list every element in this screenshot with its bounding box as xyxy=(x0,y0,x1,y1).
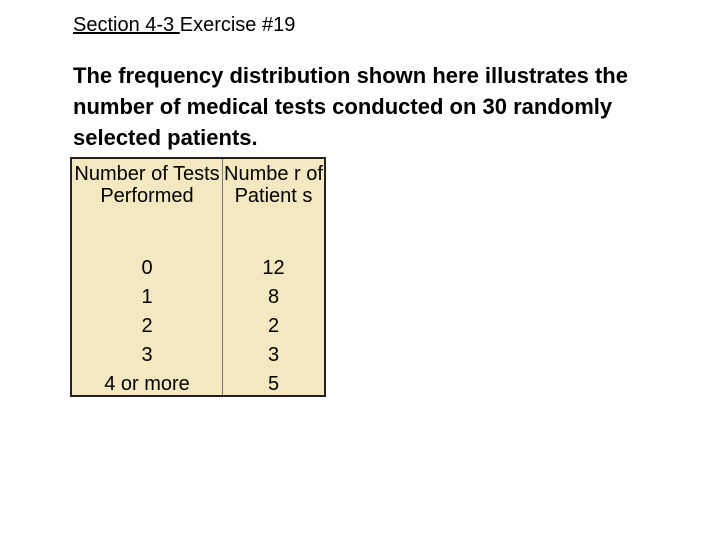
slide-body-text: The frequency distribution shown here illustrates the number of medical tests conducted on 30 randomly selected patients. xyxy=(73,63,628,150)
tests-cell: 1 xyxy=(141,286,153,308)
tests-cell: 3 xyxy=(141,344,153,366)
tests-cell: 2 xyxy=(141,315,153,337)
patients-cell: 2 xyxy=(267,315,280,337)
slide-title xyxy=(73,13,333,37)
tests-values xyxy=(72,254,222,399)
patients-cell: 3 xyxy=(267,344,280,366)
tests-column xyxy=(72,159,223,395)
patients-values xyxy=(223,254,324,399)
tests-cell: 0 xyxy=(141,257,153,279)
patients-column xyxy=(223,159,324,395)
patients-cell: 5 xyxy=(267,373,280,395)
slide-title-section: Section 4-3 xyxy=(73,14,180,36)
frequency-table xyxy=(70,157,326,397)
tests-column-header: Number of Tests Performed xyxy=(74,163,220,207)
tests-cell: 4 or more xyxy=(104,373,190,395)
patients-cell: 12 xyxy=(262,257,285,279)
patients-cell: 8 xyxy=(267,286,280,308)
patients-column-header: Numbe r of Patient s xyxy=(224,163,323,207)
slide-title-exercise: Exercise #19 xyxy=(179,14,296,36)
